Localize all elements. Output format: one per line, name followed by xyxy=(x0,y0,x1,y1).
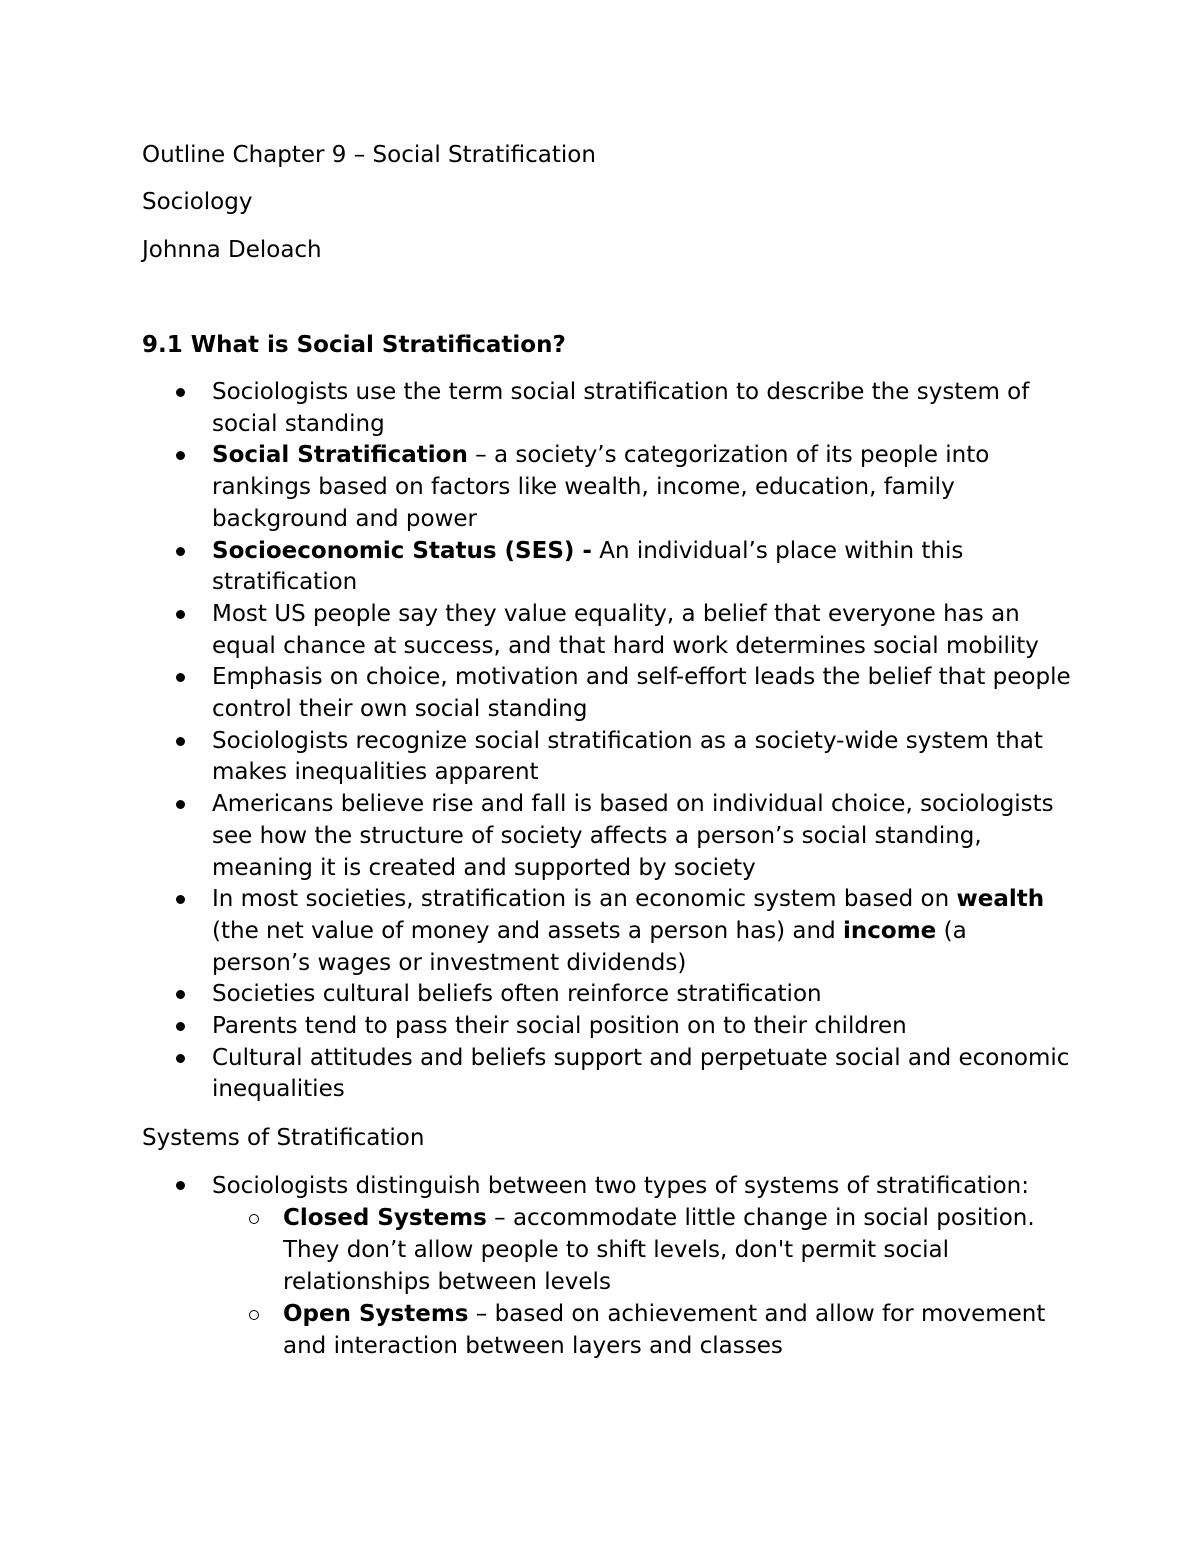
bullet-term: Social Stratification xyxy=(212,442,468,469)
list-item xyxy=(142,979,1072,1011)
course-name: Sociology xyxy=(142,189,253,215)
list-item xyxy=(142,1011,1072,1043)
bullet-text: Sociologists use the term social stratification to describe the system of social standing xyxy=(212,379,1030,437)
section-heading-systems: Systems of Stratification xyxy=(142,1125,425,1151)
bullet-text: – accommodate little change in social position. They don’t allow people to shift levels, don't permit social relationships between levels xyxy=(283,1205,1035,1295)
author-name: Johnna Deloach xyxy=(142,237,322,263)
document-title: Outline Chapter 9 – Social Stratification xyxy=(142,142,596,168)
bullet-text: Parents tend to pass their social position on to their children xyxy=(212,1013,907,1040)
bullet-term: income xyxy=(843,917,937,944)
bullet-text: Cultural attitudes and beliefs support and perpetuate social and economic inequalities xyxy=(212,1044,1070,1103)
bullet-term: Socioeconomic Status (SES) - xyxy=(212,537,592,564)
bullet-text: Americans believe rise and fall is based on individual choice, sociologists see how the structure of society affects a person’s social standing, meaning it is created and supported by society xyxy=(212,791,1054,881)
list-item xyxy=(142,599,1072,662)
bullet-text: (the net value of money and assets a person has) and xyxy=(212,917,844,944)
list-item xyxy=(142,377,1072,440)
bullet-text: Emphasis on choice, motivation and self-effort leads the belief that people control their own social standing xyxy=(212,664,1071,723)
sub-list-item xyxy=(212,1298,1072,1362)
bullet-text: Most US people say they value equality, a belief that everyone has an equal chance at success, and that hard work determines social mobility xyxy=(212,600,1039,659)
bullet-text: Sociologists distinguish between two types of systems of stratification: xyxy=(212,1173,1029,1199)
list-item xyxy=(142,662,1072,725)
list-item xyxy=(142,1043,1072,1106)
sub-bullet-list xyxy=(212,1202,1072,1362)
bullet-text: – based on achievement and allow for movement and interaction between layers and classes xyxy=(283,1301,1046,1359)
sub-list-item xyxy=(212,1202,1072,1298)
bullet-text: In most societies, stratification is an economic system based on xyxy=(212,886,957,913)
list-item xyxy=(142,1170,1072,1362)
section-2-bullet-list xyxy=(142,1170,1072,1362)
bullet-text: An individual’s place within this stratification xyxy=(212,537,964,596)
list-item xyxy=(142,789,1072,884)
bullet-term: Open Systems xyxy=(283,1301,469,1327)
section-1-bullet-list xyxy=(142,377,1072,1106)
bullet-text: Societies cultural beliefs often reinforce stratification xyxy=(212,981,822,1008)
list-item xyxy=(142,440,1072,535)
list-item xyxy=(142,884,1072,979)
bullet-term: wealth xyxy=(956,886,1045,913)
bullet-text: (a person’s wages or investment dividends) xyxy=(212,917,967,976)
bullet-text: – a society’s categorization of its people into rankings based on factors like wealth, income, education, family background and power xyxy=(212,442,990,532)
section-heading-9-1: 9.1 What is Social Stratification? xyxy=(142,332,566,358)
bullet-text: Sociologists recognize social stratification as a society-wide system that makes inequalities apparent xyxy=(212,727,1043,786)
list-item xyxy=(142,536,1072,599)
list-item xyxy=(142,726,1072,789)
bullet-term: Closed Systems xyxy=(283,1205,487,1231)
